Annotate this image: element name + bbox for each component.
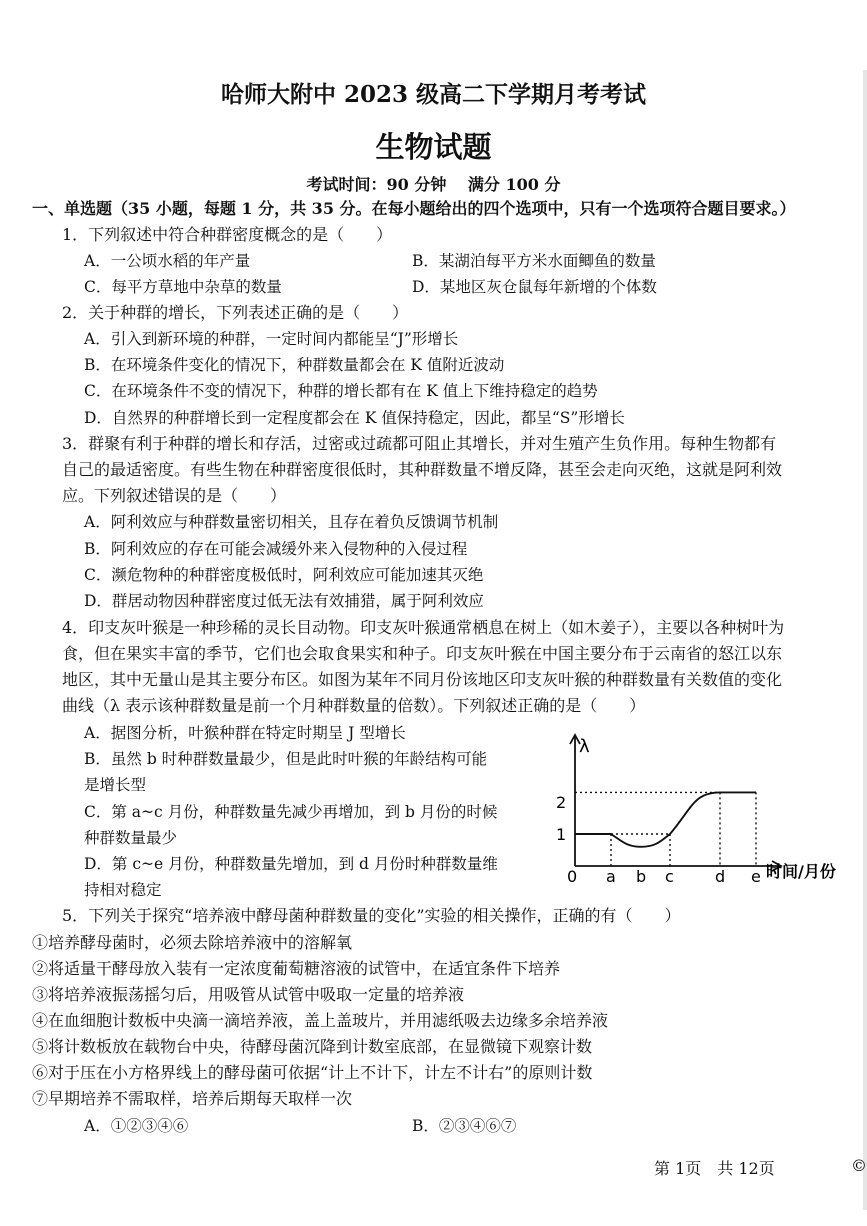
q3-option-d: D．群居动物因种群密度过低无法有效捕猎，属于阿利效应: [84, 592, 484, 610]
q1-option-a: A．一公顷水稻的年产量: [84, 252, 251, 270]
q5-stem: 5．下列关于探究“培养液中酵母菌种群数量的变化”实验的相关操作，正确的有（ ）: [62, 906, 681, 925]
q5-item-5: ⑤将计数板放在载物台中央，待酵母菌沉降到计数室底部，在显微镜下观察计数: [32, 1037, 593, 1056]
q5-item-7: ⑦早期培养不需取样，培养后期每天取样一次: [32, 1089, 353, 1108]
q5-option-a: A．①②③④⑥: [84, 1117, 189, 1135]
q2-option-b: B．在环境条件变化的情况下，种群数量都会在 K 值附近波动: [84, 356, 505, 374]
subject-title: 生物试题: [375, 130, 492, 164]
q3-option-b: B．阿利效应的存在可能会减缓外来入侵物种的入侵过程: [84, 540, 468, 558]
q2-option-c: C．在环境条件不变的情况下，种群的增长都有在 K 值上下维持稳定的趋势: [84, 382, 598, 400]
q4-option-c-line-1: C．第 a~c 月份，种群数量先减少再增加，到 b 月份的时候: [84, 803, 498, 821]
q3-stem-line-1: 3．群聚有利于种群的增长和存活，过密或过疏都可阻止其增长，并对生殖产生负作用。每种生物都有: [62, 434, 777, 453]
q3-stem-line-3: 应。下列叙述错误的是（ ）: [62, 486, 287, 505]
q1-option-c: C．每平方草地中杂草的数量: [84, 278, 282, 296]
q4-stem-line-4: 曲线（λ 表示该种群数量是前一个月种群数量的倍数）。下列叙述正确的是（ ）: [62, 696, 646, 715]
x-tick-label: c: [665, 867, 674, 886]
q5-item-1: ①培养酵母菌时，必须去除培养液中的溶解氧: [32, 933, 353, 952]
edge-mark: ©: [851, 1156, 867, 1175]
q3-option-c: C．濒危物种的种群密度极低时，阿利效应可能加速其灭绝: [84, 566, 484, 584]
q4-option-d-line-1: D．第 c~e 月份，种群数量先增加，到 d 月份时种群数量维: [84, 855, 498, 873]
q4-option-d-line-2: 持相对稳定: [84, 881, 162, 899]
exam-info: 考试时间：90 分钟 满分 100 分: [306, 175, 561, 194]
x-axis-label: 时间/月份: [766, 862, 836, 881]
y-tick-label: 1: [556, 825, 567, 844]
q4-stem-line-1: 4．印支灰叶猴是一种珍稀的灵长目动物。印支灰叶猴通常栖息在树上（如木姜子），主要以各种树叶为: [62, 618, 785, 637]
y-tick-label: 2: [556, 793, 567, 812]
q5-option-b: B．②③④⑥⑦: [412, 1117, 517, 1135]
q1-option-d: D．某地区灰仓鼠每年新增的个体数: [412, 278, 657, 296]
q4-option-a: A．据图分析，叶猴种群在特定时期呈 J 型增长: [84, 724, 406, 742]
section-heading: 一、单选题（35 小题，每题 1 分，共 35 分。在每小题给出的四个选项中，只有一个选项符合题目要求。）: [32, 199, 796, 218]
page-edge-shadow: [863, 70, 867, 1210]
q5-item-2: ②将适量干酵母放入装有一定浓度葡萄糖溶液的试管中，在适宜条件下培养: [32, 959, 561, 978]
x-tick-label: e: [751, 867, 761, 886]
q3-stem-line-2: 自己的最适密度。有些生物在种群密度很低时，其种群数量不增反降，甚至会走向灭绝，这就是阿利效: [62, 460, 783, 479]
q2-stem: 2．关于种群的增长，下列表述正确的是（ ）: [62, 303, 409, 322]
q5-item-3: ③将培养液振荡摇匀后，用吸管从试管中吸取一定量的培养液: [32, 985, 465, 1004]
q4-stem-line-2: 食，但在果实丰富的季节，它们也会取食果实和种子。印支灰叶猴在中国主要分布于云南省的怒江以东: [62, 644, 783, 663]
lambda-chart: [548, 730, 853, 888]
x-tick-label: a: [606, 867, 616, 886]
q5-item-6: ⑥对于压在小方格界线上的酵母菌可依据“计上不计下，计左不计右”的原则计数: [32, 1063, 593, 1082]
q2-option-a: A．引入到新环境的种群，一定时间内都能呈“J”形增长: [84, 330, 459, 348]
y-axis-label: λ: [579, 736, 590, 757]
q4-option-c-line-2: 种群数量最少: [84, 829, 178, 847]
x-tick-label: b: [636, 867, 647, 886]
origin-label: 0: [567, 867, 578, 886]
q1-stem: 1．下列叙述中符合种群密度概念的是（ ）: [62, 225, 393, 244]
x-tick-label: d: [715, 867, 726, 886]
lambda-curve: [575, 792, 756, 846]
q4-option-b-line-1: B．虽然 b 时种群数量最少，但是此时叶猴的年龄结构可能: [84, 750, 488, 768]
q4-stem-line-3: 地区，其中无量山是其主要分布区。如图为某年不同月份该地区印支灰叶猴的种群数量有关数值的变化: [62, 670, 783, 689]
page-number: 第 1页 共 12页: [654, 1159, 775, 1178]
q5-item-4: ④在血细胞计数板中央滴一滴培养液，盖上盖玻片，并用滤纸吸去边缘多余培养液: [32, 1011, 609, 1030]
exam-title: 哈师大附中 2023 级高二下学期月考考试: [220, 81, 647, 108]
q2-option-d: D．自然界的种群增长到一定程度都会在 K 值保持稳定，因此，都呈“S”形增长: [84, 409, 625, 427]
q1-option-b: B．某湖泊每平方米水面鲫鱼的数量: [412, 252, 656, 270]
q4-option-b-line-2: 是增长型: [84, 776, 147, 794]
q3-option-a: A．阿利效应与种群数量密切相关，且存在着负反馈调节机制: [84, 513, 499, 531]
